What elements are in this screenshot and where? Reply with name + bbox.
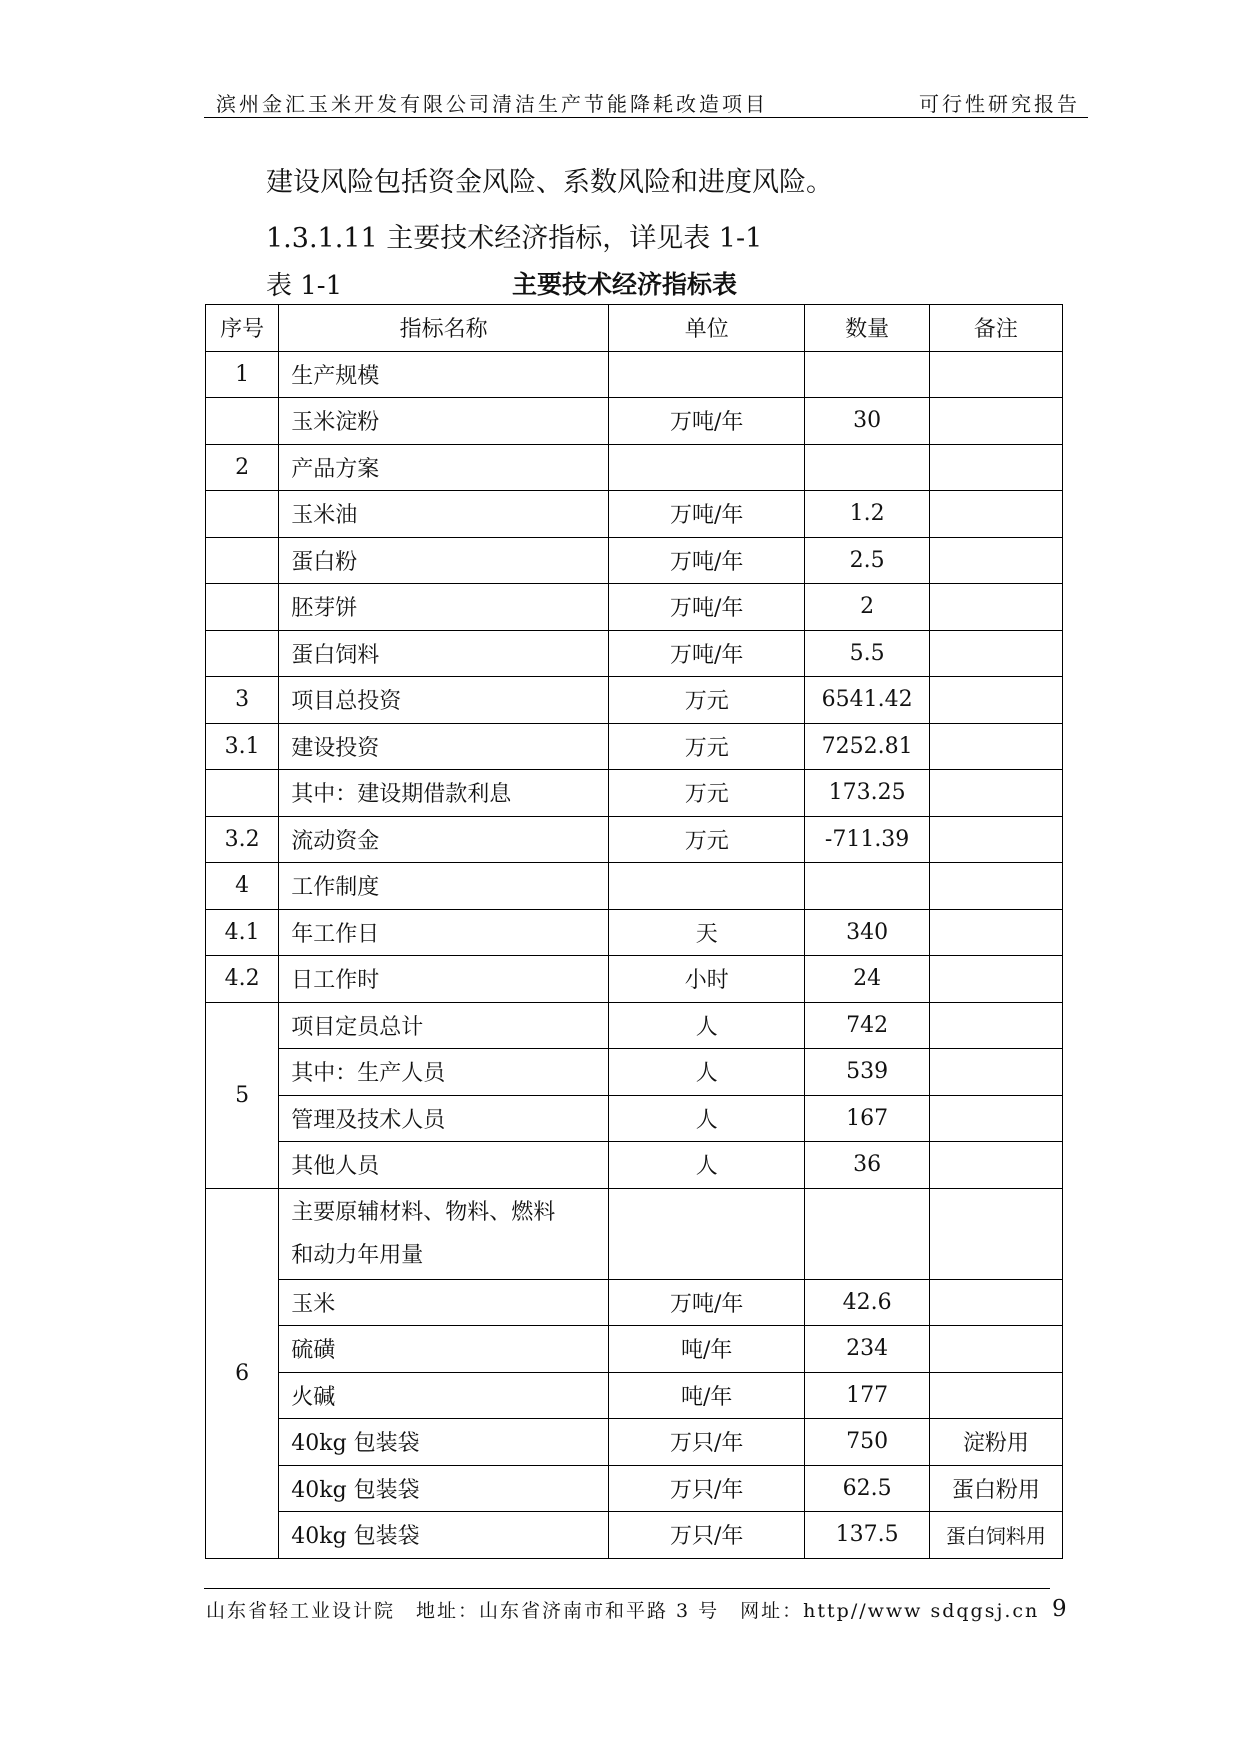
cell-note [929, 351, 1062, 398]
cell-name: 年工作日 [279, 909, 609, 956]
footer-address: 山东省轻工业设计院 地址：山东省济南市和平路 3 号 网址：http//www sdqgsj.cn [206, 1600, 1040, 1622]
table-row [206, 909, 1063, 956]
cell-qty: 1.2 [805, 491, 929, 538]
table-row [206, 584, 1063, 631]
table-row [206, 1279, 1063, 1326]
cell-unit: 万吨/年 [608, 630, 804, 677]
table-row [206, 630, 1063, 677]
cell-unit: 吨/年 [608, 1372, 804, 1419]
footer-divider [204, 1588, 1050, 1589]
table-row [206, 537, 1063, 584]
cell-seq: 4.1 [206, 909, 279, 956]
cell-unit: 小时 [608, 956, 804, 1003]
cell-seq-merged: 5 [206, 1002, 279, 1188]
cell-unit [608, 444, 804, 491]
cell-unit [608, 863, 804, 910]
cell-name-line2: 和动力年用量 [291, 1242, 424, 1268]
cell-unit: 万吨/年 [608, 398, 804, 445]
cell-unit [608, 1188, 804, 1279]
cell-name: 40kg 包装袋 [279, 1512, 609, 1559]
cell-note [929, 1142, 1062, 1189]
header-divider [204, 117, 1088, 118]
cell-name: 40kg 包装袋 [279, 1465, 609, 1512]
cell-qty: 742 [805, 1002, 929, 1049]
section-heading: 1.3.1.11 主要技术经济指标，详见表 1-1 [266, 223, 763, 254]
header-project-title: 滨州金汇玉米开发有限公司清洁生产节能降耗改造项目 [216, 92, 768, 116]
cell-name: 流动资金 [279, 816, 609, 863]
body-paragraph-risk: 建设风险包括资金风险、系数风险和进度风险。 [266, 167, 833, 198]
cell-unit: 人 [608, 1002, 804, 1049]
cell-qty: 2.5 [805, 537, 929, 584]
cell-note [929, 630, 1062, 677]
cell-seq: 4 [206, 863, 279, 910]
cell-seq [206, 630, 279, 677]
cell-name: 蛋白饲料 [279, 630, 609, 677]
cell-name: 项目总投资 [279, 677, 609, 724]
cell-seq: 3 [206, 677, 279, 724]
table-row [206, 398, 1063, 445]
table-row [206, 1465, 1063, 1512]
cell-qty: 30 [805, 398, 929, 445]
header-note: 备注 [929, 305, 1062, 352]
cell-qty: 36 [805, 1142, 929, 1189]
cell-seq [206, 537, 279, 584]
cell-note [929, 1279, 1062, 1326]
header-report-type: 可行性研究报告 [919, 92, 1080, 116]
table-row [206, 1188, 1063, 1279]
cell-unit: 万元 [608, 770, 804, 817]
cell-qty [805, 444, 929, 491]
cell-seq: 3.2 [206, 816, 279, 863]
cell-seq [206, 491, 279, 538]
table-row [206, 444, 1063, 491]
cell-note [929, 444, 1062, 491]
cell-unit: 万吨/年 [608, 584, 804, 631]
cell-seq-merged: 6 [206, 1188, 279, 1558]
cell-name: 生产规模 [279, 351, 609, 398]
cell-unit: 万吨/年 [608, 491, 804, 538]
cell-unit: 人 [608, 1049, 804, 1096]
table-title: 主要技术经济指标表 [512, 270, 738, 299]
cell-seq [206, 584, 279, 631]
cell-seq [206, 398, 279, 445]
cell-seq [206, 770, 279, 817]
cell-note [929, 491, 1062, 538]
cell-qty: 177 [805, 1372, 929, 1419]
cell-name: 玉米油 [279, 491, 609, 538]
table-row [206, 1372, 1063, 1419]
cell-qty: 62.5 [805, 1465, 929, 1512]
cell-note [929, 537, 1062, 584]
cell-note [929, 909, 1062, 956]
cell-seq: 2 [206, 444, 279, 491]
table-row [206, 1049, 1063, 1096]
cell-unit: 万元 [608, 816, 804, 863]
cell-name: 其中：建设期借款利息 [279, 770, 609, 817]
cell-qty: 167 [805, 1095, 929, 1142]
cell-name: 玉米 [279, 1279, 609, 1326]
page-header [204, 84, 1088, 118]
cell-name: 玉米淀粉 [279, 398, 609, 445]
table-row [206, 863, 1063, 910]
cell-note [929, 1326, 1062, 1373]
table-row [206, 816, 1063, 863]
table-row [206, 351, 1063, 398]
cell-name: 项目定员总计 [279, 1002, 609, 1049]
indicator-table [205, 304, 1063, 1559]
cell-unit [608, 351, 804, 398]
table-row [206, 770, 1063, 817]
table-row [206, 491, 1063, 538]
cell-qty: -711.39 [805, 816, 929, 863]
cell-qty: 137.5 [805, 1512, 929, 1559]
cell-note [929, 816, 1062, 863]
cell-note [929, 1188, 1062, 1279]
cell-name: 建设投资 [279, 723, 609, 770]
cell-qty [805, 351, 929, 398]
cell-qty: 340 [805, 909, 929, 956]
cell-name-line1: 主要原辅材料、物料、燃料 [291, 1199, 556, 1225]
cell-qty: 6541.42 [805, 677, 929, 724]
cell-name: 其他人员 [279, 1142, 609, 1189]
cell-qty: 7252.81 [805, 723, 929, 770]
cell-unit: 吨/年 [608, 1326, 804, 1373]
header-seq: 序号 [206, 305, 279, 352]
cell-qty: 42.6 [805, 1279, 929, 1326]
cell-unit: 人 [608, 1142, 804, 1189]
cell-qty: 5.5 [805, 630, 929, 677]
cell-qty [805, 863, 929, 910]
header-qty: 数量 [805, 305, 929, 352]
table-row [206, 677, 1063, 724]
page-number: 9 [1052, 1596, 1067, 1622]
cell-note [929, 677, 1062, 724]
cell-name: 胚芽饼 [279, 584, 609, 631]
table-row [206, 723, 1063, 770]
cell-note [929, 398, 1062, 445]
cell-qty: 750 [805, 1419, 929, 1466]
cell-unit: 万元 [608, 677, 804, 724]
cell-note [929, 584, 1062, 631]
cell-note [929, 1002, 1062, 1049]
cell-name-multiline [279, 1188, 609, 1279]
cell-name: 工作制度 [279, 863, 609, 910]
cell-name: 日工作时 [279, 956, 609, 1003]
cell-note: 蛋白粉用 [929, 1465, 1062, 1512]
table-header-row [206, 305, 1063, 352]
header-unit: 单位 [608, 305, 804, 352]
cell-qty: 24 [805, 956, 929, 1003]
table-row [206, 1512, 1063, 1559]
cell-unit: 万吨/年 [608, 1279, 804, 1326]
cell-note [929, 1372, 1062, 1419]
cell-note [929, 770, 1062, 817]
cell-unit: 人 [608, 1095, 804, 1142]
cell-qty: 539 [805, 1049, 929, 1096]
cell-name: 产品方案 [279, 444, 609, 491]
cell-qty: 234 [805, 1326, 929, 1373]
cell-name: 其中：生产人员 [279, 1049, 609, 1096]
cell-note [929, 863, 1062, 910]
cell-unit: 万只/年 [608, 1512, 804, 1559]
cell-name: 火碱 [279, 1372, 609, 1419]
cell-unit: 万吨/年 [608, 537, 804, 584]
table-row [206, 1419, 1063, 1466]
cell-qty: 173.25 [805, 770, 929, 817]
cell-note [929, 1049, 1062, 1096]
cell-qty [805, 1188, 929, 1279]
cell-unit: 天 [608, 909, 804, 956]
cell-note [929, 956, 1062, 1003]
cell-note [929, 1095, 1062, 1142]
cell-unit: 万只/年 [608, 1419, 804, 1466]
table-row [206, 956, 1063, 1003]
cell-name: 硫磺 [279, 1326, 609, 1373]
header-name: 指标名称 [279, 305, 609, 352]
cell-name: 40kg 包装袋 [279, 1419, 609, 1466]
cell-note [929, 723, 1062, 770]
cell-qty: 2 [805, 584, 929, 631]
table-row [206, 1002, 1063, 1049]
table-row [206, 1095, 1063, 1142]
table-row [206, 1142, 1063, 1189]
cell-name: 蛋白粉 [279, 537, 609, 584]
cell-seq: 3.1 [206, 723, 279, 770]
cell-seq: 1 [206, 351, 279, 398]
cell-note: 蛋白饲料用 [929, 1512, 1062, 1559]
cell-unit: 万元 [608, 723, 804, 770]
table-row [206, 1326, 1063, 1373]
cell-note: 淀粉用 [929, 1419, 1062, 1466]
cell-unit: 万只/年 [608, 1465, 804, 1512]
cell-name: 管理及技术人员 [279, 1095, 609, 1142]
cell-seq: 4.2 [206, 956, 279, 1003]
table-number: 表 1-1 [266, 271, 343, 301]
